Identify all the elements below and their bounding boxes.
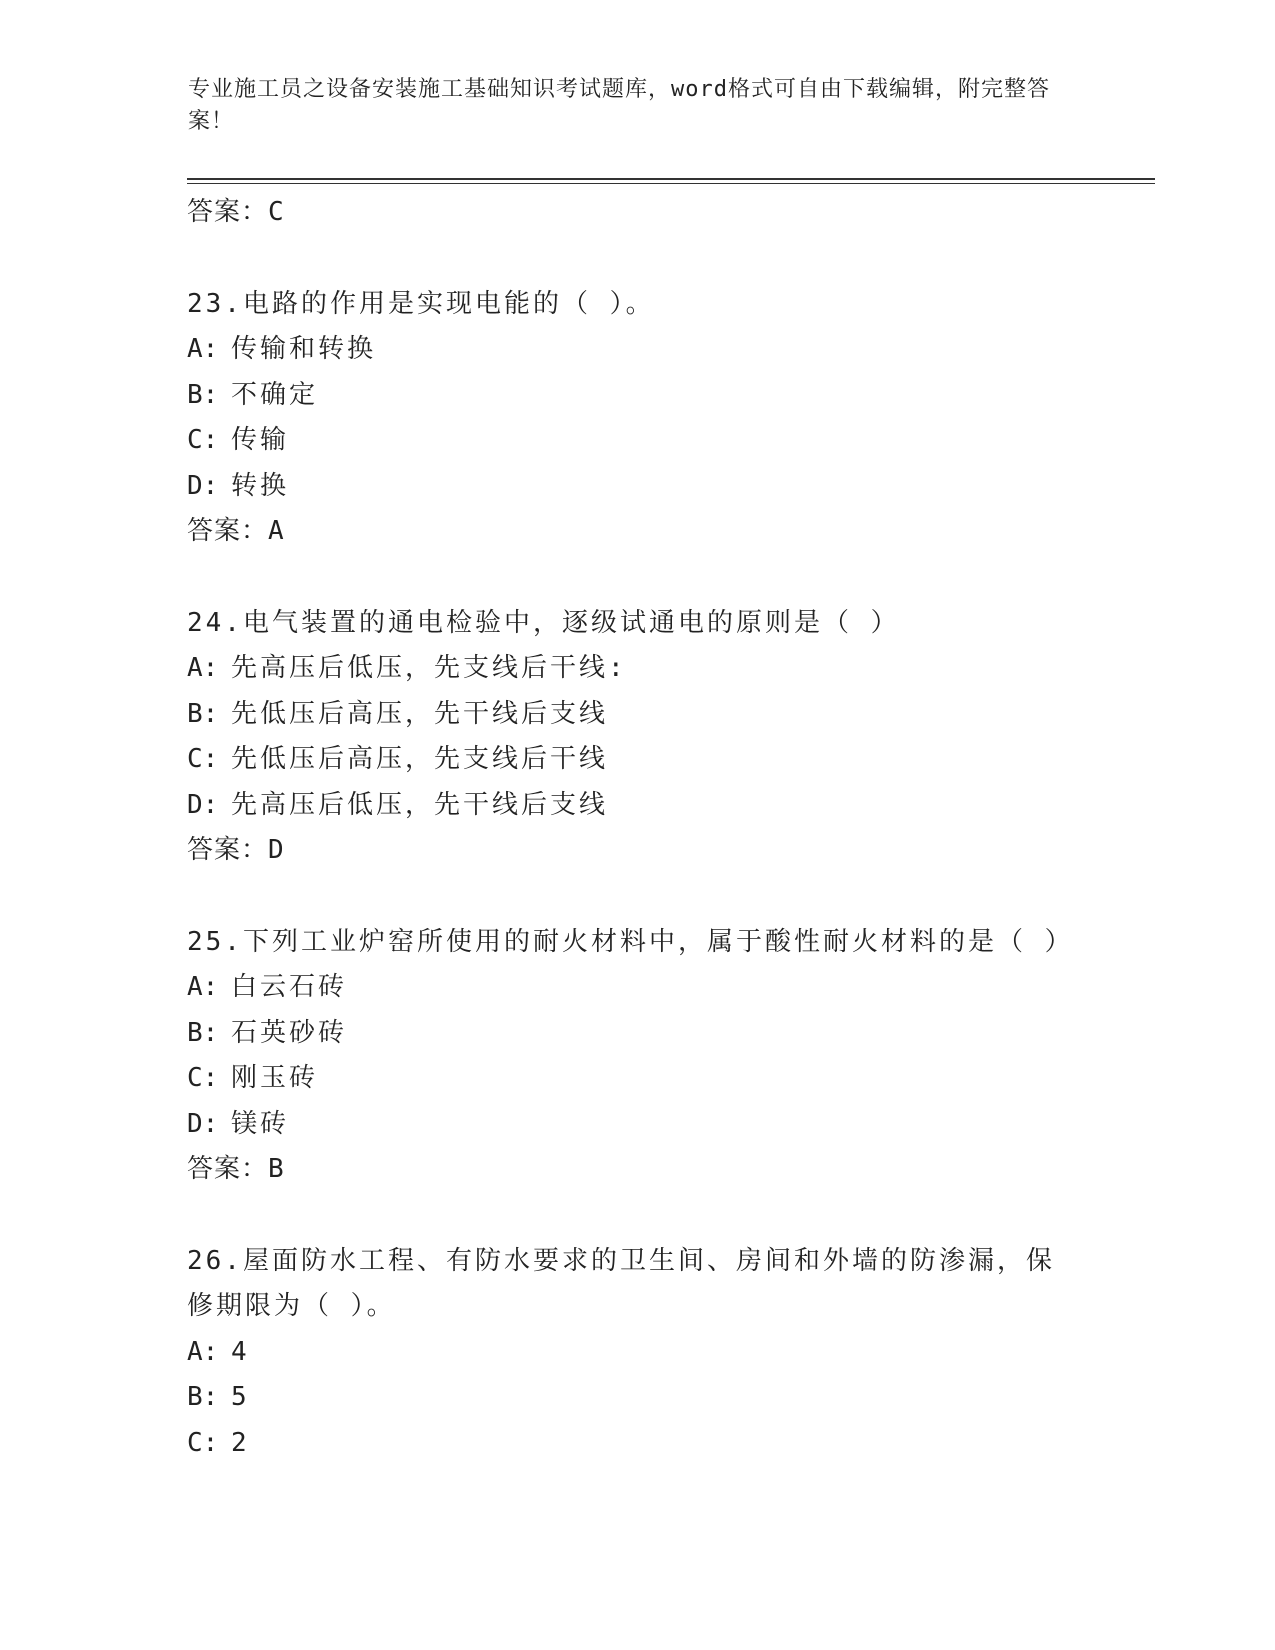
option-d [187, 464, 1087, 510]
option-key: D: [187, 789, 219, 820]
option-text: 先低压后高压，先支线后干线 [231, 744, 609, 774]
option-c [187, 418, 1087, 464]
option-text: 白云石砖 [231, 972, 348, 1002]
option-key: A: [187, 972, 219, 1002]
option-b [187, 373, 1087, 419]
option-text: 转换 [231, 470, 290, 501]
header-rule-thick [187, 178, 1155, 180]
option-b [187, 692, 1087, 738]
option-d [187, 1102, 1087, 1148]
option-key: D: [187, 1108, 219, 1139]
option-key: B: [187, 379, 219, 410]
option-text: 不确定 [231, 379, 319, 410]
option-key: B: [187, 1382, 219, 1412]
spacer [187, 1193, 1087, 1239]
spacer [187, 874, 1087, 920]
option-c [187, 737, 1087, 783]
answer-line: 答案：D [187, 835, 285, 865]
option-text: 传输 [231, 425, 290, 455]
option-d [187, 783, 1087, 829]
question-stem: 25.下列工业炉窑所使用的耐火材料中，属于酸性耐火材料的是（ ） [187, 926, 1074, 957]
question-stem: 23.电路的作用是实现电能的（ ）。 [187, 288, 655, 319]
option-text: 5 [231, 1382, 250, 1412]
option-key: C: [187, 1427, 219, 1458]
option-key: C: [187, 1063, 219, 1093]
question-stem: 24.电气装置的通电检验中，逐级试通电的原则是（ ） [187, 607, 900, 638]
option-a [187, 1330, 1087, 1376]
spacer [187, 555, 1087, 601]
document-header: 专业施工员之设备安装施工基础知识考试题库，word格式可自由下载编辑，附完整答案！ [188, 77, 1050, 134]
option-key: A: [187, 334, 219, 364]
option-a [187, 327, 1087, 373]
question-list [187, 190, 1087, 1466]
option-text: 刚玉砖 [231, 1063, 319, 1093]
question-block-26 [187, 1239, 1087, 1467]
option-text: 4 [231, 1336, 250, 1367]
option-text: 先低压后高压，先干线后支线 [231, 698, 609, 729]
spacer [187, 236, 1087, 282]
option-text: 先高压后低压，先干线后支线 [231, 789, 609, 820]
option-text: 先高压后低压，先支线后干线: [231, 653, 627, 683]
option-text: 传输和转换 [231, 334, 377, 364]
question-stem: 26.屋面防水工程、有防水要求的卫生间、房间和外墙的防渗漏，保修期限为（ ）。 [187, 1245, 1055, 1321]
option-key: B: [187, 698, 219, 729]
option-a [187, 646, 1087, 692]
header-rule-thin [187, 183, 1155, 184]
answer-line: 答案：B [187, 1154, 285, 1184]
option-c [187, 1421, 1087, 1467]
option-key: B: [187, 1017, 219, 1048]
question-block-24 [187, 601, 1087, 874]
previous-answer: 答案：C [187, 197, 285, 227]
question-block-23 [187, 282, 1087, 555]
option-c [187, 1056, 1087, 1102]
option-key: C: [187, 744, 219, 774]
option-text: 石英砂砖 [231, 1017, 348, 1048]
option-key: D: [187, 470, 219, 501]
option-key: A: [187, 1336, 219, 1367]
option-text: 镁砖 [231, 1108, 290, 1139]
option-text: 2 [231, 1427, 250, 1458]
answer-line: 答案：A [187, 516, 285, 546]
question-block-25 [187, 920, 1087, 1193]
option-key: A: [187, 653, 219, 683]
option-key: C: [187, 425, 219, 455]
option-a [187, 965, 1087, 1011]
option-b [187, 1375, 1087, 1421]
option-b [187, 1011, 1087, 1057]
